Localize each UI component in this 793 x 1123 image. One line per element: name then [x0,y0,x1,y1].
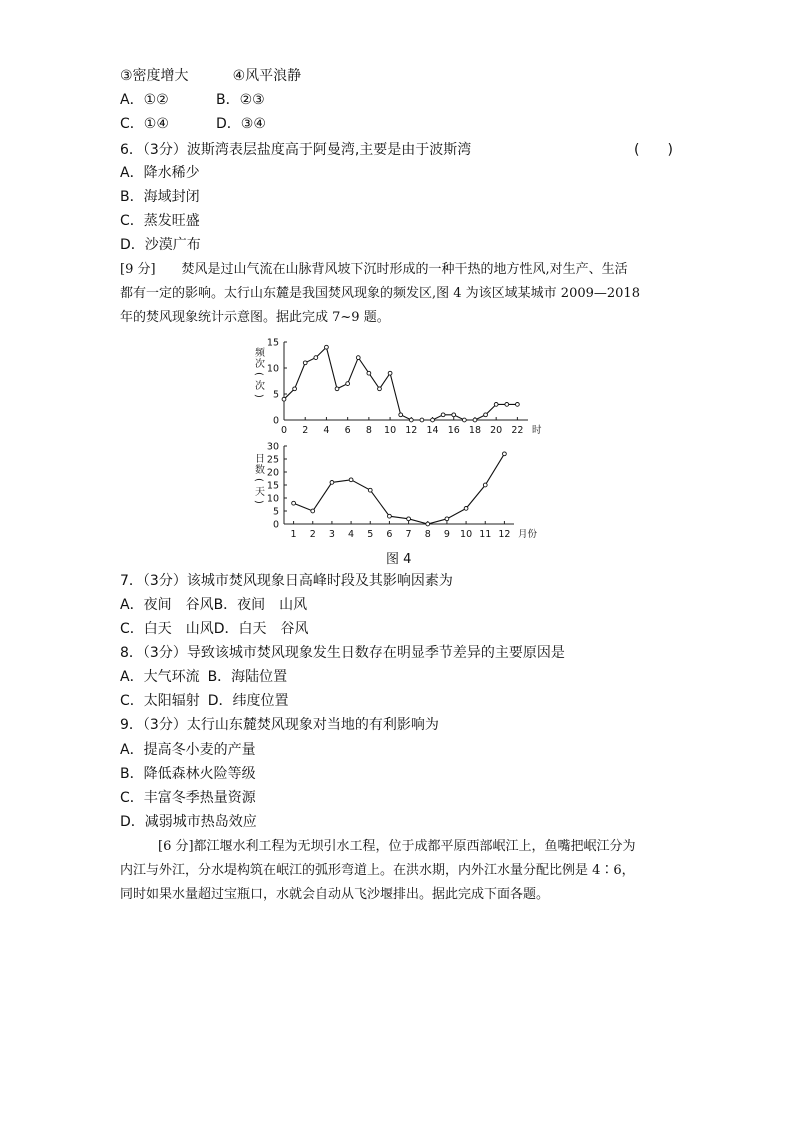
x-tick-label: 4 [323,425,330,436]
x-tick-label: 12 [498,529,511,540]
data-point [346,382,350,386]
x-tick-label: 2 [309,529,316,540]
data-point [431,418,435,422]
data-point [330,481,334,485]
y-axis-label-char: ) [253,394,264,398]
q6-option-c[interactable]: C．蒸发旺盛 [120,213,200,229]
data-point [293,387,297,391]
data-point [314,356,318,360]
x-tick-label: 16 [447,425,460,436]
passage-foehn [120,258,680,330]
x-tick-label: 8 [365,425,372,436]
q6-option-d[interactable]: D．沙漠广布 [120,237,201,253]
y-axis-label-char: 天 [255,487,265,498]
data-point [399,413,403,417]
q9-option-d[interactable]: D．减弱城市热岛效应 [120,814,257,830]
data-point [325,345,329,349]
monthly-days-chart [253,442,538,541]
q5-options-ab [120,90,265,110]
data-point [409,418,413,422]
q5-option-d[interactable]: D．③④ [216,116,266,132]
data-point [505,403,509,407]
q8-stem: 8．（3分）导致该城市焚风现象发生日数存在明显季节差异的主要原因是 [120,645,565,661]
passage-dujiangyan-line-1: [6 分]都江堰水利工程为无坝引水工程，位于成都平原西部岷江上，鱼嘴把岷江分为 [158,839,636,854]
y-axis-label-char: ) [253,500,264,504]
y-axis-label-char: 数 [255,465,265,476]
data-point [484,413,488,417]
x-tick-label: 2 [302,425,309,436]
data-point [303,361,307,365]
x-tick-label: 10 [384,425,397,436]
q6-answer-bracket[interactable]: ( ) [634,142,673,158]
q5-statement-4: ④风平浪静 [232,68,302,84]
q5-options-cd [120,114,266,134]
q8-option-a[interactable]: A．大气环流 [120,669,200,685]
y-tick-label: 20 [266,467,279,479]
x-tick-label: 5 [367,529,374,540]
x-tick-label: 0 [280,425,288,436]
q6-option-b[interactable]: B．海域封闭 [120,189,200,205]
data-point [311,509,315,513]
x-tick-label: 22 [511,425,524,436]
q5-option-a[interactable]: A．①② [120,92,169,108]
q9-option-b[interactable]: B．降低森林火险等级 [120,766,256,782]
q7-options-cd [120,619,309,639]
q6-option-a[interactable]: A．降水稀少 [120,165,200,181]
passage-foehn-line-3: 年的焚风现象统计示意图。据此完成 7~9 题。 [120,310,390,325]
y-tick-label: 0 [272,415,279,427]
data-point [462,418,466,422]
y-axis-label-char: 次 [255,359,265,370]
y-axis-label-char: 次 [255,381,265,392]
y-axis-label-char: ( [253,478,264,482]
data-point [349,478,353,482]
passage-foehn-line-1: [9 分] 焚风是过山气流在山脉背风坡下沉时形成的一种干热的地方性风,对生产、生活 [120,262,628,277]
data-point [464,507,468,511]
q9-option-a[interactable]: A．提高冬小麦的产量 [120,742,256,758]
series-line [284,347,517,420]
data-point [426,522,430,526]
y-tick-label: 30 [266,441,279,453]
x-tick-label: 4 [348,529,355,540]
y-tick-label: 10 [266,363,279,375]
data-point [494,403,498,407]
x-tick-label: 18 [468,425,482,436]
data-point [356,356,360,360]
y-axis-label-char: 日 [255,454,265,465]
x-tick-label: 10 [460,529,473,540]
q7-options-ab [120,595,307,615]
q7-option-a[interactable]: A．夜间 谷风 [120,597,214,613]
q7-option-c[interactable]: C．白天 山风 [120,621,214,637]
data-point [445,517,449,521]
data-point [367,371,371,375]
y-tick-label: 10 [266,493,279,505]
q5-statements [120,66,301,86]
passage-foehn-line-2: 都有一定的影响。太行山东麓是我国焚风现象的频发区,图 4 为该区域某城市 2009—2018 [120,286,640,301]
data-point [292,501,296,505]
y-tick-label: 5 [272,389,279,401]
data-point [388,371,392,375]
data-point [282,397,286,401]
data-point [368,488,372,492]
data-point [515,403,519,407]
data-point [335,387,339,391]
q9-option-c[interactable]: C．丰富冬季热量资源 [120,790,256,806]
passage-dujiangyan-line-3: 同时如果水量超过宝瓶口，水就会自动从飞沙堰排出。据此完成下面各题。 [120,887,550,902]
passage-dujiangyan [120,835,680,907]
data-point [483,483,487,487]
x-tick-label: 6 [386,529,393,540]
x-tick-label: 6 [344,425,351,436]
q7-option-b[interactable]: B．夜间 山风 [213,597,308,613]
x-tick-label: 20 [490,425,503,436]
q9-stem: 9．（3分）太行山东麓焚风现象对当地的有利影响为 [120,717,439,733]
q8-option-c[interactable]: C．太阳辐射 [120,693,200,709]
y-tick-label: 15 [266,480,279,492]
x-tick-label: 3 [328,529,335,540]
x-tick-label: 1 [290,529,297,540]
x-tick-label: 8 [424,529,431,540]
x-tick-label: 7 [405,529,412,540]
x-tick-label: 14 [426,425,439,436]
y-tick-label: 15 [266,337,279,349]
y-tick-label: 0 [272,519,279,531]
data-point [407,517,411,521]
q7-option-d[interactable]: D．白天 谷风 [213,621,309,637]
figure-caption: 图 4 [386,552,412,567]
data-point [420,418,424,422]
data-point [452,413,456,417]
q5-statement-3: ③密度增大 [120,68,189,84]
q5-option-c[interactable]: C．①④ [120,116,169,132]
y-axis-label-char: ( [253,372,264,376]
y-tick-label: 25 [266,454,279,466]
q8-option-b[interactable]: B．海陆位置 [207,669,288,685]
y-tick-label: 5 [272,506,279,518]
data-point [378,387,382,391]
x-axis-unit: 月份 [518,529,538,540]
data-point [473,418,477,422]
data-point [441,413,445,417]
data-point [388,514,392,518]
q8-options-cd [120,691,289,711]
data-point [503,452,507,456]
figure-4-charts [246,330,546,546]
q6-stem: 6．（3分）波斯湾表层盐度高于阿曼湾,主要是由于波斯湾 [120,142,472,158]
x-axis-unit: 时 [532,425,542,436]
x-tick-label: 9 [443,529,450,540]
q7-stem: 7．（3分）该城市焚风现象日高峰时段及其影响因素为 [120,573,453,589]
x-tick-label: 12 [405,425,418,436]
series-line [294,454,505,524]
hourly-frequency-chart [253,338,542,437]
q5-option-b[interactable]: B．②③ [216,92,265,108]
x-tick-label: 11 [479,529,492,540]
passage-dujiangyan-line-2: 内江与外江，分水堤构筑在岷江的弧形弯道上。在洪水期，内外江水量分配比例是 4∶6， [120,863,635,878]
q8-options-ab [120,667,287,687]
q8-option-d[interactable]: D．纬度位置 [207,693,289,709]
y-axis-label-char: 频 [255,348,265,359]
